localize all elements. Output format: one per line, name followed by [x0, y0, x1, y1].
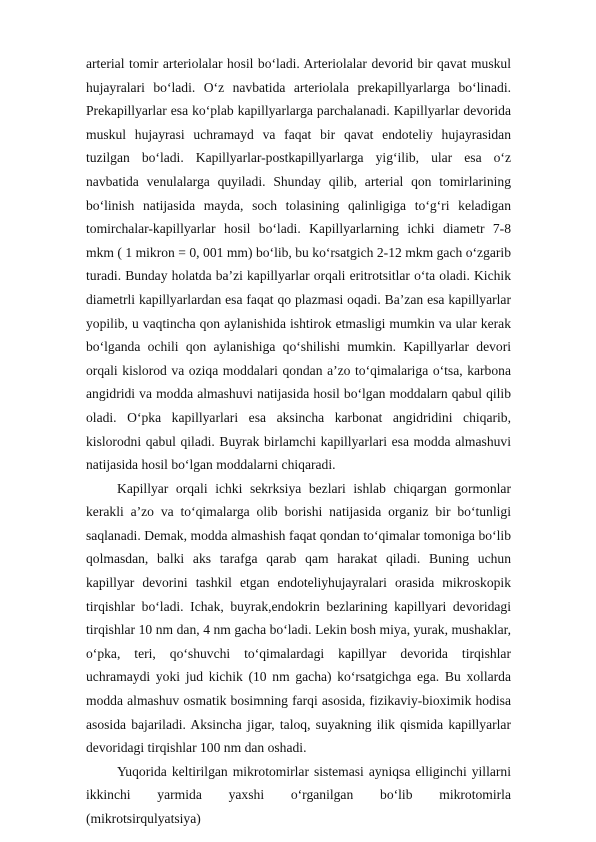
- paragraph-3: Yuqorida keltirilgan mikrotomirlar sistemasi ayniqsa elliginchi yillarni ikkinchi yarmida yaxshi o‘rganilgan bo‘lib mikrotomirla (mikrotsirqulyatsiya): [86, 763, 511, 826]
- paragraph-1: arterial tomir arteriolalar hosil bo‘ladi. Arteriolalar devorid bir qavat muskul hujayralari bo‘ladi. O‘z navbatida arteriolala prekapillyarlarga bo‘linadi. Prekapillyarlar esa ko‘plab kapillyarlarga parchalanadi. Kapillyarlar devorida muskul hujayrasi uchramayd va faqat bir qavat endoteliy hujayrasidan tuzilgan bo‘ladi. Kapillyarlar-postkapillyarlarga yig‘ilib, ular esa o‘z navbatida venulalarga quyiladi. Shunday qilib, arterial qon tomirlarining bo‘linish natijasida mayda, soch tolasining qalinligiga to‘g‘ri keladigan tomirchalar-kapillyarlar hosil bo‘ladi. Kapillyarlarning ichki diametr 7-8 mkm ( 1 mikron = 0, 001 mm) bo‘lib, bu ko‘rsatgich 2-12 mkm gach o‘zgarib turadi. Bunday holatda ba’zi kapillyarlar orqali eritrotsitlar o‘ta oladi. Kichik diametrli kapillyarlardan esa faqat qo plazmasi oqadi. Ba’zan esa kapillyarlar yopilib, u vaqtincha qon aylanishida ishtirok etmasligi mumkin va ular kerak bo‘lganda ochili qon aylanishiga qo‘shilishi mumkin. Kapillyarlar devori orqali kislorod va oziqa moddalari qondan a’zo to‘qimalariga o‘tsa, karbona angidridi va modda almashuvi natijasida hosil bo‘lgan moddalarn qabul qilib oladi. O‘pka kapillyarlari esa aksincha karbonat angidridini chiqarib, kislorodni qabul qiladi. Buyrak birlamchi kapillyarlari esa modda almashuvi natijasida hosil bo‘lgan moddalarni chiqaradi.: [86, 56, 511, 473]
- document-page: [86, 52, 511, 831]
- paragraph-2: Kapillyar orqali ichki sekrksiya bezlari ishlab chiqargan gormonlar kerakli a’zo va to‘qimalarga olib borishi natijasida organiz bir bo‘tunligi saqlanadi. Demak, modda almashish faqat qondan to‘qimalar tomoniga bo‘lib qolmasdan, balki aks tarafga qarab qam harakat qiladi. Buning uchun kapillyar devorini tashkil etgan endoteliyhujayralari orasida mikroskopik tirqishlar bo‘ladi. Ichak, buyrak,endokrin bezlarining kapillyari devoridagi tirqishlar 10 nm dan, 4 nm gacha bo‘ladi. Lekin bosh miya, yurak, mushaklar, o‘pka, teri, qo‘shuvchi to‘qimalardagi kapillyar devorida tirqishlar uchramaydi yoki jud kichik (10 nm gacha) ko‘rsatgichga ega. Bu xollarda modda almashuv osmatik bosimning farqi asosida, fizikaviy-bioximik hodisa asosida bajariladi. Aksincha jigar, taloq, suyakning ilik qismida kapillyarlar devoridagi tirqishlar 100 nm dan oshadi.: [86, 480, 511, 756]
